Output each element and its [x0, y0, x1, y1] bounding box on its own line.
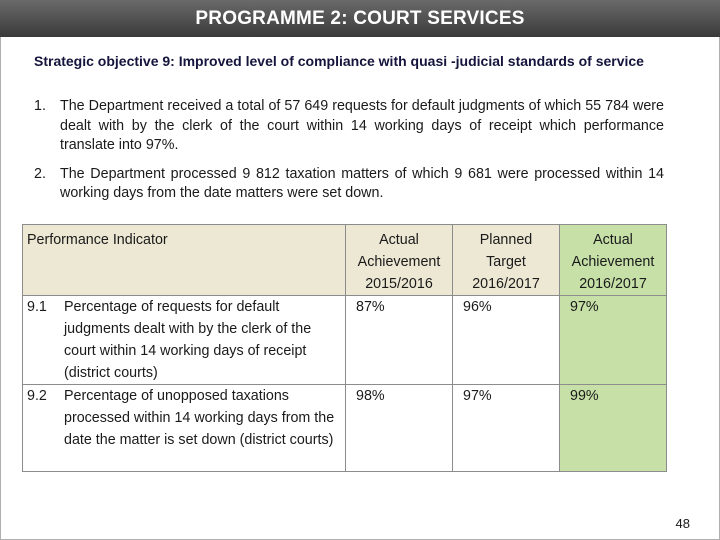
finding-number: 1. — [34, 98, 46, 114]
header-line: Achievement — [357, 254, 441, 270]
strategic-objective: Strategic objective 9: Improved level of compliance with quasi -judicial standards of service — [34, 53, 644, 69]
actual-prev-value: 98% — [346, 385, 453, 472]
indicator-text: Percentage of unopposed taxations processed within 14 working days from the date the matter is set down (district courts) — [64, 388, 335, 448]
performance-table — [22, 224, 667, 472]
indicator-cell — [23, 296, 346, 385]
header-line: 2016/2017 — [472, 276, 540, 292]
findings-list — [34, 97, 664, 213]
actual-prev-value: 87% — [346, 296, 453, 385]
table-row — [23, 296, 667, 385]
header-actual-2015-2016 — [346, 225, 453, 296]
header-line: 2016/2017 — [579, 276, 647, 292]
slide-title-bar — [0, 0, 720, 37]
table-row — [23, 385, 667, 472]
indicator-cell — [23, 385, 346, 472]
header-performance-indicator: Performance Indicator — [23, 225, 346, 296]
header-actual-2016-2017 — [560, 225, 667, 296]
finding-text: The Department received a total of 57 649 requests for default judgments of which 55 784 were dealt with by the clerk of the court within 14 working days of receipt which performance translate into 97%. — [60, 98, 664, 153]
planned-value: 96% — [453, 296, 560, 385]
actual-curr-value: 97% — [560, 296, 667, 385]
finding-item — [34, 97, 664, 156]
header-line: Actual — [379, 232, 419, 248]
header-line: 2015/2016 — [365, 276, 433, 292]
header-line: Achievement — [571, 254, 655, 270]
slide-title: PROGRAMME 2: COURT SERVICES — [195, 8, 525, 29]
finding-item — [34, 165, 664, 204]
finding-number: 2. — [34, 165, 46, 182]
actual-curr-value: 99% — [560, 385, 667, 472]
table-header-row — [23, 225, 667, 296]
finding-text: The Department processed 9 812 taxation matters of which 9 681 were processed within 14 working days from the date matters were set down. — [60, 165, 664, 201]
header-line: Target — [486, 254, 526, 270]
header-line: Actual — [593, 232, 633, 248]
header-planned-2016-2017 — [453, 225, 560, 296]
indicator-code: 9.2 — [27, 388, 47, 404]
header-line: Planned — [479, 232, 533, 248]
indicator-code: 9.1 — [27, 299, 47, 315]
planned-value: 97% — [453, 385, 560, 472]
indicator-text: Percentage of requests for default judgments dealt with by the clerk of the court within 14 working days of receipt (district courts) — [64, 299, 312, 381]
page-number: 48 — [675, 516, 690, 531]
